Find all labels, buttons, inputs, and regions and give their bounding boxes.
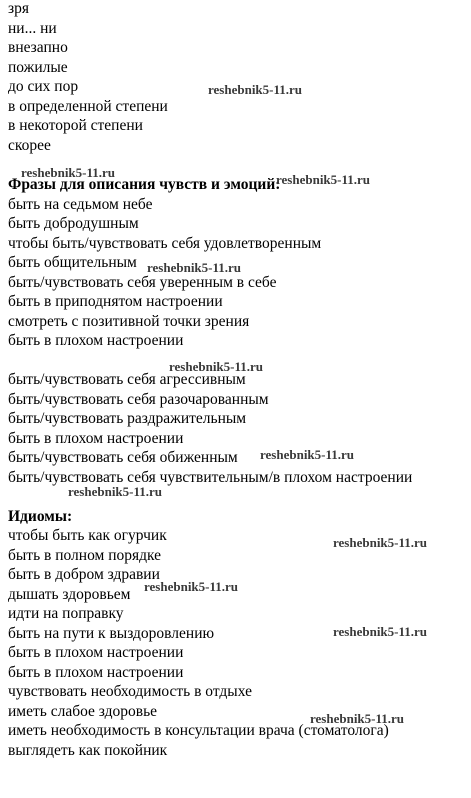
text-line: дышать здоровьем (8, 586, 131, 603)
text-line: быть/чувствовать себя агрессивным (8, 371, 246, 388)
text-line: в некоторой степени (8, 117, 143, 134)
text-line: быть общительным (8, 254, 137, 271)
text-line: смотреть с позитивной точки зрения (8, 313, 250, 330)
text-line: иметь необходимость в консультации врача (стоматолога) (8, 722, 389, 739)
watermark: reshebnik5-11.ru (276, 172, 371, 187)
text-line: быть на седьмом небе (8, 196, 153, 213)
section-heading-feelings: Фразы для описания чувств и эмоций: (8, 176, 281, 193)
text-line: быть/чувствовать себя уверенным в себе (8, 274, 277, 291)
text-line: внезапно (8, 39, 68, 56)
watermark: reshebnik5-11.ru (147, 260, 242, 275)
text-line: быть в приподнятом настроении (8, 293, 223, 310)
text-line: в определенной степени (8, 98, 168, 115)
text-line: чтобы быть как огурчик (8, 527, 167, 544)
text-line: идти на поправку (8, 605, 124, 622)
watermark: reshebnik5-11.ru (68, 484, 163, 499)
text-line: быть/чувствовать себя чувствительным/в плохом настроении (8, 469, 413, 486)
text-line: чтобы быть/чувствовать себя удовлетворенным (8, 235, 322, 252)
text-line: быть в плохом настроении (8, 644, 184, 661)
text-line: до сих пор (8, 78, 79, 95)
text-line: быть на пути к выздоровлению (8, 625, 215, 642)
section-heading-idioms: Идиомы: (8, 508, 73, 525)
watermark: reshebnik5-11.ru (260, 447, 355, 462)
text-line: выглядеть как покойник (8, 742, 168, 759)
text-line: зря (8, 0, 30, 17)
watermark: reshebnik5-11.ru (169, 359, 264, 374)
watermark: reshebnik5-11.ru (310, 711, 405, 726)
text-line: быть в добром здравии (8, 566, 160, 583)
watermark: reshebnik5-11.ru (208, 82, 303, 97)
text-line: быть в полном порядке (8, 547, 162, 564)
watermark: reshebnik5-11.ru (333, 535, 428, 550)
text-line: быть в плохом настроении (8, 430, 184, 447)
text-line: быть добродушным (8, 215, 139, 232)
text-line: быть/чувствовать себя разочарованным (8, 391, 269, 408)
watermark: reshebnik5-11.ru (144, 579, 239, 594)
watermark: reshebnik5-11.ru (21, 165, 116, 180)
text-line: быть/чувствовать себя обиженным (8, 449, 238, 466)
text-line: ни... ни (8, 20, 57, 37)
text-line: скорее (8, 137, 51, 154)
text-line: пожилые (8, 59, 68, 76)
text-line: иметь слабое здоровье (8, 703, 158, 720)
watermark: reshebnik5-11.ru (333, 624, 428, 639)
text-line: быть в плохом настроении (8, 332, 184, 349)
text-line: быть в плохом настроении (8, 664, 184, 681)
text-line: быть/чувствовать раздражительным (8, 410, 247, 427)
text-line: чувствовать необходимость в отдыхе (8, 683, 252, 700)
